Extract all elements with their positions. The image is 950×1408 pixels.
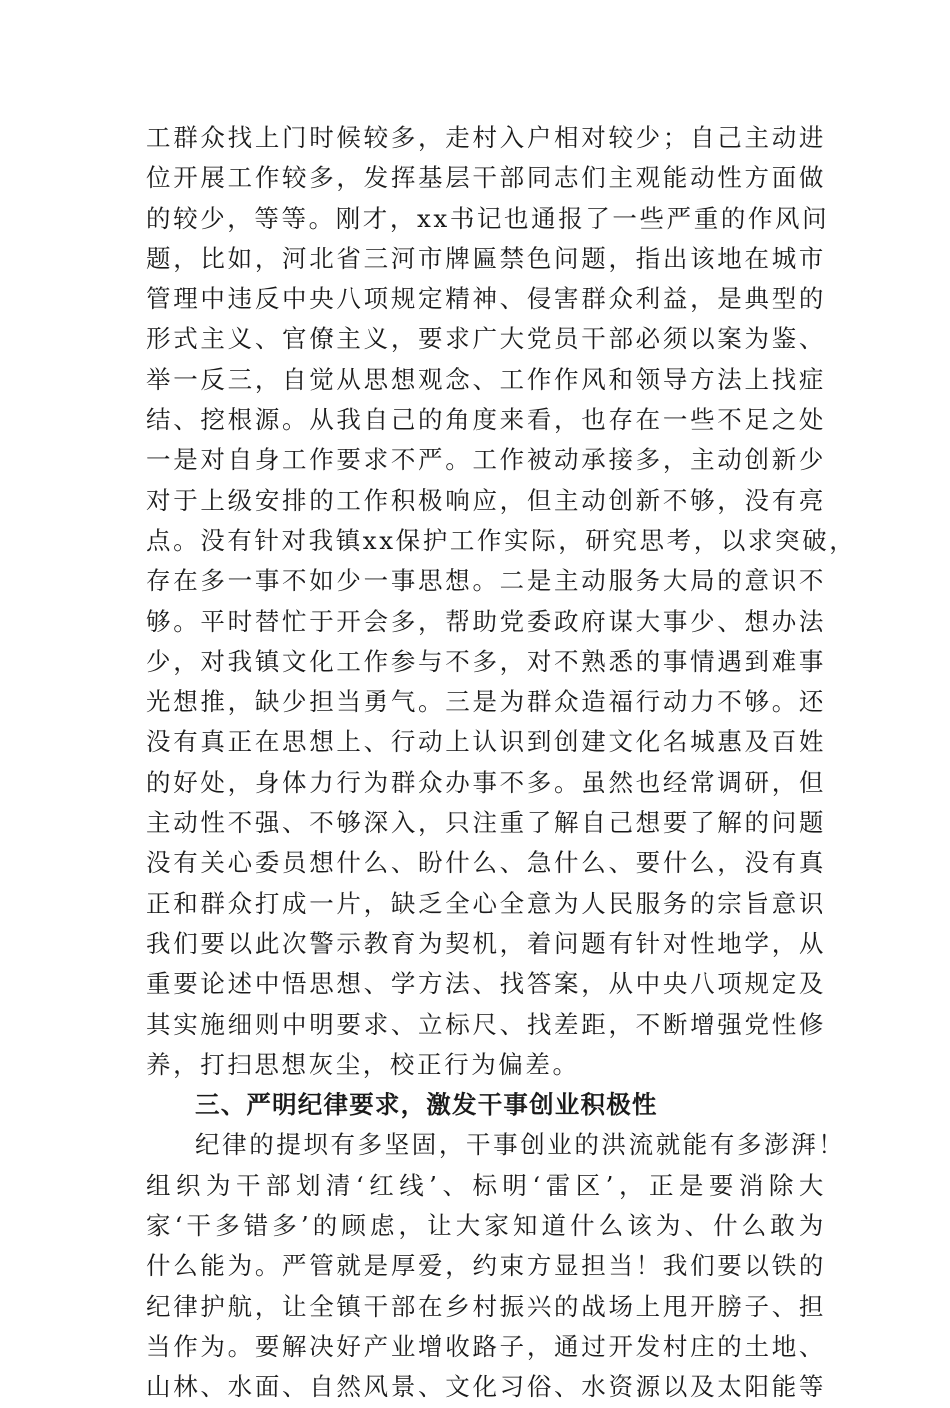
- paragraph-line: 什么能为。严管就是厚爱，约束方显担当！我们要以铁的: [146, 1251, 826, 1281]
- paragraph-line: 形式主义、官僚主义，要求广大党员干部必须以案为鉴、: [146, 324, 826, 354]
- paragraph-line: 点。没有针对我镇xx保护工作实际，研究思考，以求突破，: [146, 525, 857, 555]
- paragraph-line: 存在多一事不如少一事思想。二是主动服务大局的意识不: [146, 566, 826, 596]
- paragraph-line: 正和群众打成一片，缺乏全心全意为人民服务的宗旨意识: [146, 888, 826, 918]
- paragraph-line: 没有真正在思想上、行动上认识到创建文化名城惠及百姓: [146, 727, 826, 757]
- paragraph-line: 其实施细则中明要求、立标尺、找差距，不断增强党性修: [146, 1009, 826, 1039]
- paragraph-line: 够。平时替忙于开会多，帮助党委政府谋大事少、想办法: [146, 606, 826, 636]
- paragraph-line: 对于上级安排的工作积极响应，但主动创新不够，没有亮: [146, 485, 826, 515]
- paragraph-line: 家‘干多错多’的顾虑，让大家知道什么该为、什么敢为: [146, 1211, 826, 1241]
- paragraph-line: 纪律护航，让全镇干部在乡村振兴的战场上甩开膀子、担: [146, 1291, 826, 1321]
- paragraph-line: 主动性不强、不够深入，只注重了解自己想要了解的问题: [146, 808, 826, 838]
- paragraph-line: 组织为干部划清‘红线’、标明‘雷区’，正是要消除大: [146, 1170, 826, 1200]
- paragraph-line: 我们要以此次警示教育为契机，着问题有针对性地学，从: [146, 928, 826, 958]
- paragraph-line: 管理中违反中央八项规定精神、侵害群众利益，是典型的: [146, 284, 826, 314]
- paragraph-line: 一是对自身工作要求不严。工作被动承接多，主动创新少: [146, 445, 826, 475]
- paragraph-line: 光想推，缺少担当勇气。三是为群众造福行动力不够。还: [146, 687, 826, 717]
- paragraph-line: 纪律的提坝有多坚固，干事创业的洪流就能有多澎湃！: [195, 1130, 846, 1160]
- section-heading: 三、严明纪律要求，激发干事创业积极性: [195, 1090, 658, 1120]
- paragraph-line: 工群众找上门时候较多，走村入户相对较少；自己主动进: [146, 123, 826, 152]
- paragraph-line: 当作为。要解决好产业增收路子，通过开发村庄的土地、: [146, 1331, 826, 1361]
- paragraph-line: 的较少，等等。刚才，xx书记也通报了一些严重的作风问: [146, 203, 830, 233]
- paragraph-line: 山林、水面、自然风景、文化习俗、水资源以及太阳能等: [146, 1372, 826, 1402]
- paragraph-line: 的好处，身体力行为群众办事不多。虽然也经常调研，但: [146, 767, 826, 797]
- document-body: [146, 118, 857, 1408]
- paragraph-line: 举一反三，自觉从思想观念、工作作风和领导方法上找症: [146, 364, 826, 394]
- paragraph-line: 重要论述中悟思想、学方法、找答案，从中央八项规定及: [146, 969, 826, 999]
- paragraph-line: 结、挖根源。从我自己的角度来看，也存在一些不足之处: [146, 405, 826, 435]
- paragraph-line: 养，打扫思想灰尘，校正行为偏差。: [146, 1049, 580, 1079]
- paragraph-line: 题，比如，河北省三河市牌匾禁色问题，指出该地在城市: [146, 243, 826, 273]
- paragraph-line: 少，对我镇文化工作参与不多，对不熟悉的事情遇到难事: [146, 646, 826, 676]
- paragraph-line: 没有关心委员想什么、盼什么、急什么、要什么，没有真: [146, 848, 826, 878]
- paragraph-line: 位开展工作较多，发挥基层干部同志们主观能动性方面做: [146, 163, 826, 193]
